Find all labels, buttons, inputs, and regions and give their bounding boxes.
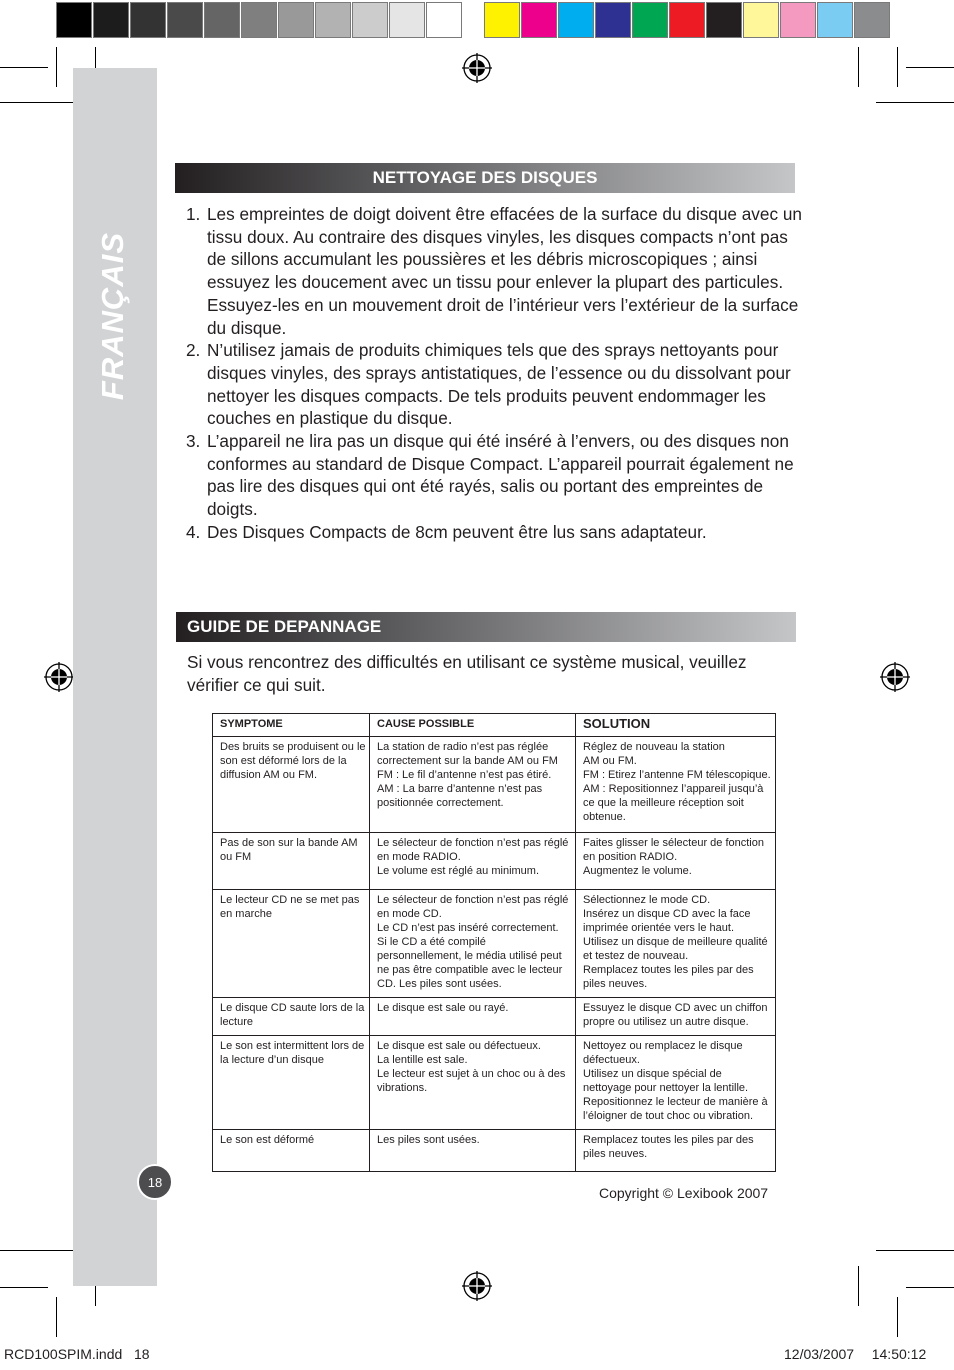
troubleshooting-table: [212, 713, 776, 1172]
table-cell-cause: Le disque est sale ou rayé.: [370, 998, 576, 1036]
table-row: [213, 737, 776, 833]
crop-mark: [858, 1266, 859, 1306]
color-swatch: [632, 2, 668, 38]
cleaning-list: [186, 203, 811, 544]
column-header-solution: SOLUTION: [576, 714, 776, 737]
color-swatch: [352, 2, 388, 38]
color-swatch: [669, 2, 705, 38]
gray-swatch-bar: [56, 2, 463, 38]
troubleshooting-intro: Si vous rencontrez des difficultés en utilisant ce système musical, veuillez vérifier ce qui suit.: [187, 652, 747, 695]
crop-mark: [897, 1297, 898, 1337]
color-swatch: [595, 2, 631, 38]
table-cell-symptom: Le son est intermittent lors de la lecture d’un disque: [213, 1036, 370, 1130]
crop-mark: [56, 1297, 57, 1337]
crop-mark: [906, 67, 954, 68]
table-cell-cause: Le sélecteur de fonction n’est pas réglé en mode CD. Le CD n’est pas inséré correctement. Si le CD a été compilé personnellement, le média utilisé peut ne pas être compatible avec le lecteur CD. Les piles sont usées.: [370, 890, 576, 998]
color-swatch: [130, 2, 166, 38]
table-header-row: [213, 714, 776, 737]
table-cell-solution: Faites glisser le sélecteur de fonction en position RADIO. Augmentez le volume.: [576, 833, 776, 890]
list-number: 1.: [186, 204, 201, 224]
list-number: 4.: [186, 521, 201, 542]
table-cell-symptom: Le lecteur CD ne se met pas en marche: [213, 890, 370, 998]
color-swatch: [521, 2, 557, 38]
page-number-badge: 18: [137, 1164, 173, 1200]
registration-mark-icon: [880, 662, 910, 692]
list-text: Les empreintes de doigt doivent être effacées de la surface du disque avec un tissu doux. Au contraire des disques vinyles, les disques compacts n’ont pas de sillons accumulant les poussières et les débris microscopiques ; ainsi essuyez les doucement avec un tissu pour enlever la plupart des particules. Essuyez-les en un mouvement droit de l’intérieur vers l’extérieur de la surface du disque.: [207, 204, 802, 338]
color-swatch: [817, 2, 853, 38]
crop-mark: [876, 102, 954, 103]
list-number: 2.: [186, 340, 201, 361]
color-swatch: [315, 2, 351, 38]
registration-mark-icon: [44, 662, 74, 692]
section-heading-text: NETTOYAGE DES DISQUES: [372, 168, 598, 187]
color-swatch: [780, 2, 816, 38]
section-heading-troubleshooting: [176, 612, 796, 642]
color-swatch: [558, 2, 594, 38]
table-cell-symptom: Des bruits se produisent ou le son est déformé lors de la diffusion AM ou FM.: [213, 737, 370, 833]
table-cell-solution: Réglez de nouveau la station AM ou FM. FM : Etirez l’antenne FM télescopique. AM : Repositionnez l’appareil jusqu’à ce que la meilleure réception soit obtenue.: [576, 737, 776, 833]
color-swatch: [389, 2, 425, 38]
color-swatch: [204, 2, 240, 38]
crop-mark: [0, 1250, 78, 1251]
table-row: [213, 998, 776, 1036]
list-text: L’appareil ne lira pas un disque qui été inséré à l’envers, ou des disques non conformes au standard de Disque Compact. L’appareil pourrait également ne pas lire des disques qui ont été rayés, salis ou portant des empreintes de doigts.: [207, 431, 794, 520]
registration-mark-icon: [462, 1271, 492, 1301]
list-number: 3.: [186, 431, 201, 452]
table-cell-cause: Le sélecteur de fonction n’est pas réglé en mode RADIO. Le volume est réglé au minimum.: [370, 833, 576, 890]
footer-file-name: RCD100SPIM.indd 18: [4, 1346, 150, 1362]
color-swatch: [484, 2, 520, 38]
table-cell-cause: La station de radio n’est pas réglée correctement sur la bande AM ou FM FM : Le fil d’antenne n’est pas étiré. AM : La barre d’antenne n’est pas positionnée correctement.: [370, 737, 576, 833]
table-row: [213, 1130, 776, 1172]
copyright-notice: Copyright © Lexibook 2007: [599, 1185, 769, 1201]
color-swatch: [241, 2, 277, 38]
table-row: [213, 833, 776, 890]
crop-mark: [0, 67, 48, 68]
column-header-cause: CAUSE POSSIBLE: [370, 714, 576, 737]
table-row: [213, 890, 776, 998]
table-cell-symptom: Pas de son sur la bande AM ou FM: [213, 833, 370, 890]
color-swatch: [743, 2, 779, 38]
crop-mark: [897, 47, 898, 87]
table-cell-solution: Nettoyez ou remplacez le disque défectueux. Utilisez un disque spécial de nettoyage pour nettoyer la lentille. Repositionnez le lecteur de manière à l’éloigner de tout choc ou vibration.: [576, 1036, 776, 1130]
crop-mark: [0, 1287, 48, 1288]
section-heading-text: GUIDE DE DEPANNAGE: [187, 617, 382, 636]
color-swatch: [706, 2, 742, 38]
table-row: [213, 1036, 776, 1130]
color-swatch: [56, 2, 92, 38]
color-swatch: [426, 2, 462, 38]
list-text: Des Disques Compacts de 8cm peuvent être lus sans adaptateur.: [207, 521, 707, 542]
table-cell-solution: Essuyez le disque CD avec un chiffon propre ou utilisez un autre disque.: [576, 998, 776, 1036]
crop-mark: [0, 102, 78, 103]
table-cell-symptom: Le son est déformé: [213, 1130, 370, 1172]
list-item: [186, 203, 811, 339]
footer-datetime: 12/03/2007 14:50:12: [784, 1346, 927, 1362]
table-cell-symptom: Le disque CD saute lors de la lecture: [213, 998, 370, 1036]
list-item: [186, 430, 811, 521]
color-swatch: [167, 2, 203, 38]
list-item: [186, 339, 811, 430]
color-swatch: [278, 2, 314, 38]
color-swatch-bar: [484, 2, 891, 38]
table-cell-cause: Les piles sont usées.: [370, 1130, 576, 1172]
list-text: N’utilisez jamais de produits chimiques tels que des sprays nettoyants pour disques vinyles, des sprays antistatiques, de l’essence ou du dissolvant pour nettoyer les disques compacts. De tels produits peuvent endommager les couches en plastique du disque.: [207, 340, 791, 429]
table-cell-solution: Sélectionnez le mode CD. Insérez un disque CD avec la face imprimée orientée vers le haut. Utilisez un disque de meilleure qualité et testez de nouveau. Remplacez toutes les piles par des piles neuves.: [576, 890, 776, 998]
crop-mark: [858, 47, 859, 87]
column-header-symptom: SYMPTOME: [213, 714, 370, 737]
color-swatch: [93, 2, 129, 38]
section-heading-cleaning: [175, 163, 795, 193]
color-swatch: [854, 2, 890, 38]
crop-mark: [876, 1250, 954, 1251]
crop-mark: [56, 47, 57, 87]
crop-mark: [906, 1287, 954, 1288]
registration-mark-icon: [462, 53, 492, 83]
table-cell-cause: Le disque est sale ou défectueux. La lentille est sale. Le lecteur est sujet à un choc ou à des vibrations.: [370, 1036, 576, 1130]
table-cell-solution: Remplacez toutes les piles par des piles neuves.: [576, 1130, 776, 1172]
list-item: [186, 521, 811, 544]
language-label: FRANÇAIS: [95, 231, 130, 401]
